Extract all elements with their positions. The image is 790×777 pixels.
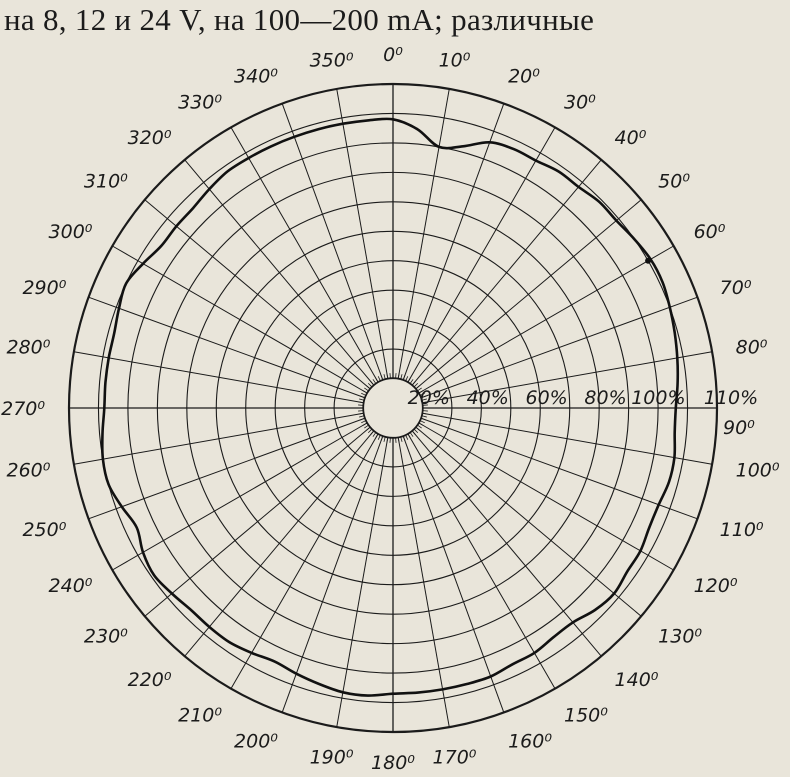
hub-tick <box>406 376 408 381</box>
hub-tick <box>401 437 402 442</box>
angle-tick-label: 50⁰ <box>658 170 690 193</box>
angle-tick-label: 300⁰ <box>48 221 93 243</box>
grid-spoke <box>185 160 374 385</box>
angle-tick-label: 30⁰ <box>564 91 596 114</box>
hub-tick <box>378 435 380 440</box>
grid-spoke <box>145 200 370 389</box>
hub-tick <box>384 374 385 379</box>
angle-tick-label: 10⁰ <box>438 49 471 72</box>
angle-tick-label: 220⁰ <box>127 669 172 692</box>
angle-tick-label: 170⁰ <box>432 746 477 769</box>
radial-tick-label: 60% <box>525 387 568 409</box>
hub-tick <box>368 429 372 433</box>
angle-tick-label: 330⁰ <box>178 91 222 114</box>
angle-tick-label: 20⁰ <box>508 65 540 88</box>
angle-tick-label: 130⁰ <box>658 625 703 648</box>
grid-spoke <box>416 200 641 389</box>
angle-tick-label: 70⁰ <box>719 276 752 299</box>
hub-tick <box>418 425 422 428</box>
angle-tick-label: 250⁰ <box>22 519 67 542</box>
grid-spoke <box>74 413 364 464</box>
angle-tick-label: 340⁰ <box>234 65 278 88</box>
grid-spoke <box>337 438 388 728</box>
grid-spoke <box>145 427 370 616</box>
radial-tick-label: 20% <box>407 387 450 409</box>
angle-tick-label: 290⁰ <box>22 276 67 299</box>
angle-tick-label: 160⁰ <box>508 730 552 753</box>
angle-tick-label: 80⁰ <box>735 336 768 359</box>
angle-tick-label: 200⁰ <box>234 730 278 753</box>
grid-spoke <box>423 413 713 464</box>
grid-spoke <box>74 352 364 403</box>
radial-tick-label: 80% <box>584 387 627 409</box>
angle-tick-label: 350⁰ <box>309 49 354 72</box>
angle-tick-label: 190⁰ <box>309 746 354 769</box>
angle-tick-label: 320⁰ <box>127 126 172 149</box>
angle-tick-label: 140⁰ <box>614 669 659 692</box>
angle-tick-label: 120⁰ <box>693 575 738 597</box>
angle-tick-label: 40⁰ <box>614 126 647 149</box>
angle-tick-label: 110⁰ <box>719 519 764 542</box>
angle-tick-label: 280⁰ <box>6 336 51 359</box>
hub-tick <box>410 379 413 383</box>
hub-tick <box>361 393 366 395</box>
curve-marker <box>645 258 651 264</box>
angle-tick-label: 270⁰ <box>1 398 45 420</box>
hub-tick <box>401 374 402 379</box>
angle-tick-label: 210⁰ <box>178 704 222 727</box>
hub-tick <box>420 421 425 423</box>
hub-tick <box>410 433 413 437</box>
grid-spoke <box>412 160 601 385</box>
grid-spoke <box>185 431 374 656</box>
angle-tick-label: 260⁰ <box>6 459 51 482</box>
hub-tick <box>359 399 364 400</box>
hub-tick <box>373 433 376 437</box>
hub-tick <box>359 416 364 417</box>
hub-tick <box>368 383 372 387</box>
hub-tick <box>378 376 380 381</box>
angle-tick-label: 60⁰ <box>693 221 726 243</box>
hub-tick <box>414 429 418 433</box>
hub-tick <box>364 425 368 428</box>
angle-tick-label: 230⁰ <box>83 625 128 648</box>
hub-tick <box>422 416 427 417</box>
angle-tick-label: 90⁰ <box>723 417 755 439</box>
radial-tick-label: 100% <box>631 387 686 409</box>
radial-tick-label: 40% <box>466 387 509 409</box>
hub-tick <box>373 379 376 383</box>
document-text-line: на 8, 12 и 24 V, на 100—200 mA; различные <box>4 2 595 37</box>
hub-tick <box>361 421 366 423</box>
angle-tick-label: 150⁰ <box>564 704 608 727</box>
hub-tick <box>406 435 408 440</box>
angle-tick-label: 240⁰ <box>48 575 93 597</box>
hub-tick <box>364 388 368 391</box>
angle-tick-label: 180⁰ <box>371 752 415 774</box>
angle-tick-label: 0⁰ <box>383 44 403 66</box>
grid-spoke <box>398 89 449 379</box>
angle-tick-label: 100⁰ <box>735 459 780 482</box>
grid-spoke <box>416 427 641 616</box>
angle-tick-label: 310⁰ <box>83 170 128 193</box>
radial-tick-label: 110% <box>703 387 759 409</box>
grid-spoke <box>337 89 388 379</box>
hub-tick <box>384 437 385 442</box>
grid-spoke <box>398 438 449 728</box>
